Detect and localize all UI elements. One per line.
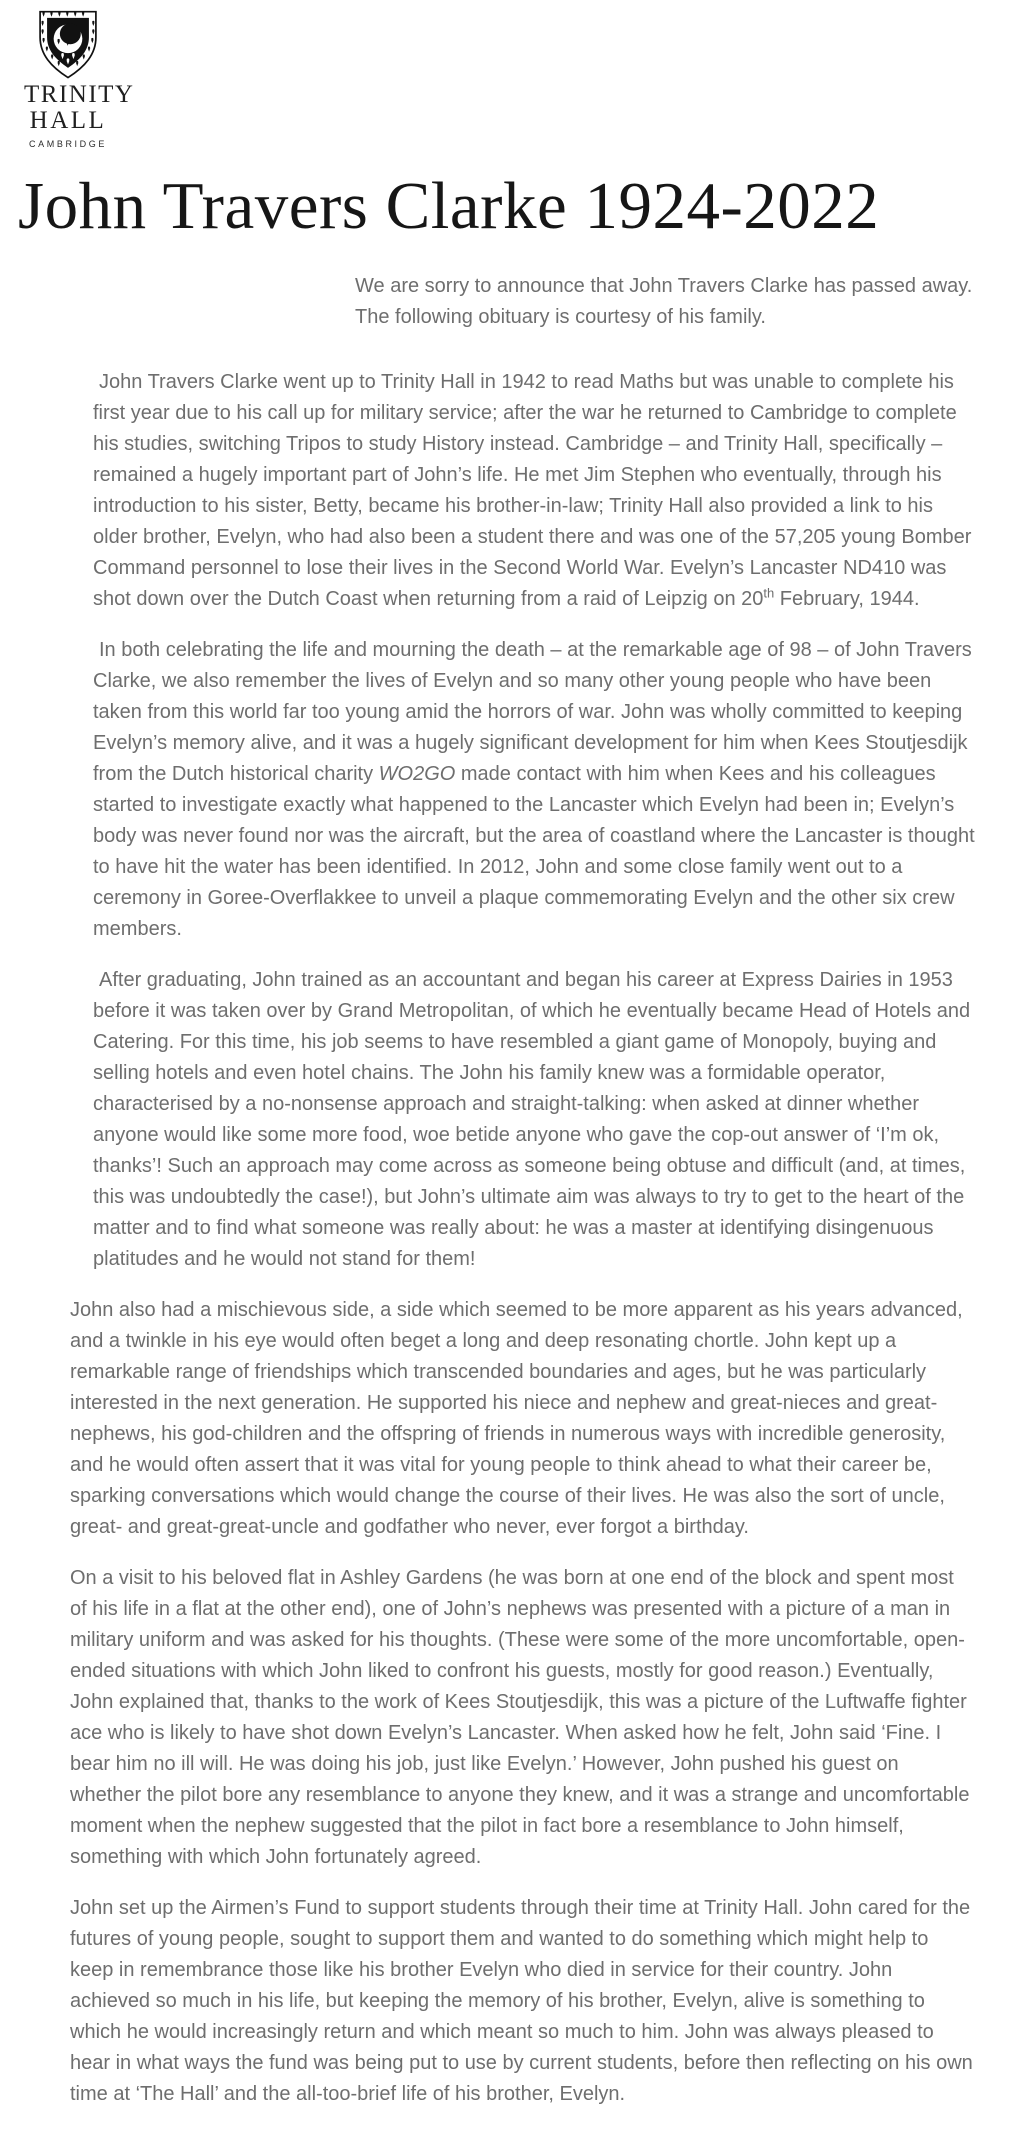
obituary-body xyxy=(70,367,975,2154)
obituary-paragraph: In both celebrating the life and mourning the death – at the remarkable age of 98 – of John Travers Clarke, we also remember the lives of Evelyn and so many other young people who have been taken from this world far too young amid the horrors of war. John was wholly committed to keeping Evelyn’s memory alive, and it was a hugely significant development for him when Kees Stoutjesdijk from the Dutch historical charity WO2GO made contact with him when Kees and his colleagues started to investigate exactly what happened to the Lancaster which Evelyn had been in; Evelyn’s body was never found nor was the aircraft, but the area of coastland where the Lancaster is thought to have hit the water has been identified. In 2012, John and some close family went out to a ceremony in Goree-Overflakkee to unveil a plaque commemorating Evelyn and the other six crew members. xyxy=(93,639,975,940)
obituary-paragraph: John Travers Clarke went up to Trinity Hall in 1942 to read Maths but was unable to complete his first year due to his call up for military service; after the war he returned to Cambridge to complete his studies, switching Tripos to study History instead. Cambridge – and Trinity Hall, specifically – remained a hugely important part of John’s life. He met Jim Stephen who eventually, through his introduction to his sister, Betty, became his brother-in-law; Trinity Hall also provided a link to his older brother, Evelyn, who had also been a student there and was one of the 57,205 young Bomber Command personnel to lose their lives in the Second World War. Evelyn’s Lancaster ND410 was shot down over the Dutch Coast when returning from a raid of Leipzig on 20th February, 1944. xyxy=(93,371,972,610)
trinity-hall-logo[interactable] xyxy=(24,8,135,150)
logo-text-trinity: TRINITY xyxy=(24,81,135,108)
obituary-paragraph: John set up the Airmen’s Fund to support students through their time at Trinity Hall. John cared for the futures of young people, sought to support them and wanted to do something which might help to keep in remembrance those like his brother Evelyn who died in service for their country. John achieved so much in his life, but keeping the memory of his brother, Evelyn, alive is something to which he would increasingly return and which meant so much to him. John was always pleased to hear in what ways the fund was being put to use by current students, before then reflecting on his own time at ‘The Hall’ and the all-too-brief life of his brother, Evelyn. xyxy=(70,1897,973,2105)
obituary-intro: We are sorry to announce that John Travers Clarke has passed away. The following obituary is courtesy of his family. xyxy=(355,275,973,328)
page-title: John Travers Clarke 1924-2022 xyxy=(18,169,880,243)
obituary-paragraph: John also had a mischievous side, a side which seemed to be more apparent as his years advanced, and a twinkle in his eye would often beget a long and deep resonating chortle. John kept up a remarkable range of friendships which transcended boundaries and ages, but he was particularly interested in the next generation. He supported his niece and nephew and great-nieces and great-nephews, his god-children and the offspring of friends in numerous ways with incredible generosity, and he would often assert that it was vital for young people to think ahead to what their career be, sparking conversations which would change the course of their lives. He was also the sort of uncle, great- and great-great-uncle and godfather who never, ever forgot a birthday. xyxy=(70,1299,963,1538)
obituary-paragraph: After graduating, John trained as an accountant and began his career at Express Dairies in 1953 before it was taken over by Grand Metropolitan, of which he eventually became Head of Hotels and Catering. For this time, his job seems to have resembled a giant game of Monopoly, buying and selling hotels and even hotel chains. The John his family knew was a formidable operator, characterised by a no-nonsense approach and straight-talking: when asked at dinner whether anyone would like some more food, woe betide anyone who gave the cop-out answer of ‘I’m ok, thanks’! Such an approach may come across as someone being obtuse and difficult (and, at times, this was undoubtedly the case!), but John’s ultimate aim was always to try to get to the heart of the matter and to find what someone was really about: he was a master at identifying disingenuous platitudes and he would not stand for them! xyxy=(93,969,971,1270)
trinity-hall-crest-icon xyxy=(37,8,99,82)
logo-text-cambridge: CAMBRIDGE xyxy=(29,139,107,149)
logo-text-hall: HALL xyxy=(29,107,107,134)
obituary-paragraph: On a visit to his beloved flat in Ashley Gardens (he was born at one end of the block and spent most of his life in a flat at the other end), one of John’s nephews was presented with a picture of a man in military uniform and was asked for his thoughts. (These were some of the more uncomfortable, open-ended situations with which John liked to confront his guests, mostly for good reason.) Eventually, John explained that, thanks to the work of Kees Stoutjesdijk, this was a picture of the Luftwaffe fighter ace who is likely to have shot down Evelyn’s Lancaster. When asked how he felt, John said ‘Fine. I bear him no ill will. He was doing his job, just like Evelyn.’ However, John pushed his guest on whether the pilot bore any resemblance to anyone they knew, and it was a strange and uncomfortable moment when the nephew suggested that the pilot in fact bore a resemblance to John himself, something with which John fortunately agreed. xyxy=(70,1567,970,1868)
